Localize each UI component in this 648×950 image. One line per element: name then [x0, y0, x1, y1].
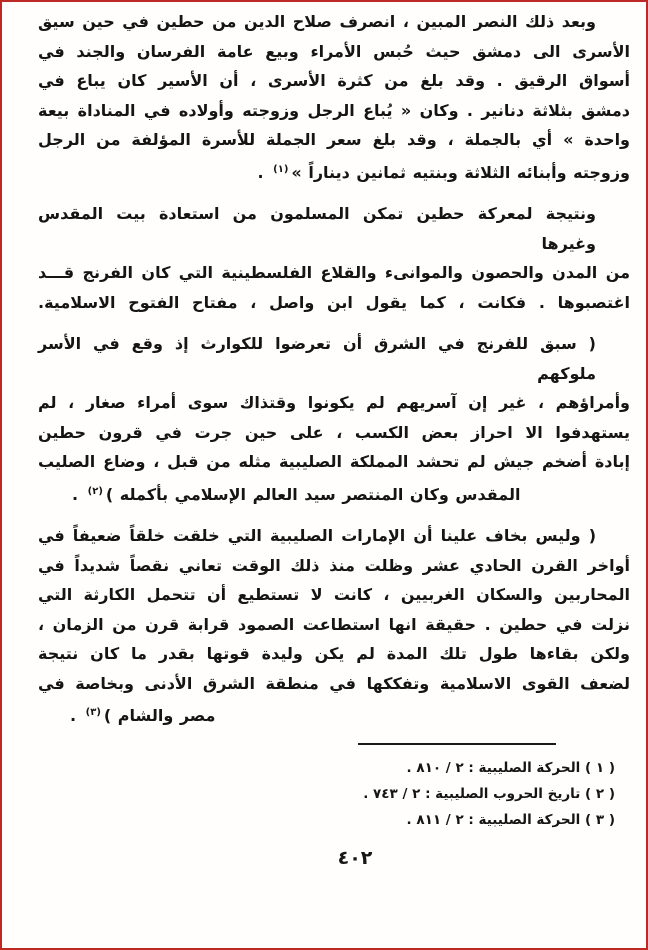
text-line: دمشق بثلاثة دنانير . وكان « يُباع الرجل وزوجته وأولاده في المناداة بيعة: [38, 100, 630, 120]
text-line: [38, 155, 630, 188]
line-tail: .: [70, 706, 83, 725]
paragraph-4: [38, 521, 630, 731]
line-text: وزوجته وأبنائه الثلاثة وبنتيه ثمانين ديناراً »: [291, 162, 630, 182]
text-line: [38, 698, 630, 731]
line-text: المقدس وكان المنتصر سيد العالم الإسلامي بأكمله ): [105, 484, 521, 504]
page-body: [2, 2, 646, 869]
line-tail: .: [257, 162, 271, 182]
footnote-label: ( ١ ): [585, 759, 615, 776]
text-line: وبعد ذلك النصر المبين ، انصرف صلاح الدين من حطين في حين سيق: [38, 12, 596, 31]
text-line: المحاربين والسكان الغربيين ، كانت لا تستطيع أن تتحمل الكارثة التي: [38, 585, 630, 604]
footnote-text: الحركة الصليبية : ٢ / ٨١١ .: [406, 811, 581, 828]
text-line: وأمراؤهم ، غير إن آسريهم لم يكونوا وقتذاك سوى أمراء صغار ، لم: [38, 393, 630, 412]
text-line: أواخر القرن الحادي عشر وظلت منذ ذلك الوقت تعاني نقصاً شديداً في: [38, 555, 630, 575]
footnotes-block: [38, 755, 615, 833]
footnote-ref-1: (١): [273, 163, 289, 175]
footnote-label: ( ٣ ): [585, 811, 615, 828]
text-line: من المدن والحصون والموانىء والقلاع الفلسطينية التي كان الفرنج قـــد: [38, 263, 630, 282]
footnote-text: الحركة الصليبية : ٢ / ٨١٠ .: [406, 759, 581, 776]
footnote-label: ( ٢ ): [585, 785, 615, 802]
text-line: نزلت في حطين . حقيقة انها استطاعت الصمود قرابة قرن من الزمان ،: [38, 614, 630, 634]
footnote-ref-2: (٢): [87, 485, 103, 497]
text-line: يستهدفوا الا احراز بعض الكسب ، على حين جرت في قرون حطين: [38, 422, 630, 442]
text-line: ولكن بقاءها طول تلك المدة لم يكن وليدة قوتها بقدر ما كان نتيجة: [38, 644, 630, 663]
footnote-3: [38, 807, 615, 833]
footnote-2: [38, 781, 615, 807]
footnote-ref-3: (٣): [85, 707, 101, 718]
text-line: الأسرى الى دمشق حيث حُبس الأمراء وبيع عامة الفرسان والجند في: [38, 41, 630, 61]
text-line: ( وليس بخاف علينا أن الإمارات الصليبية التي خلقت خلقاً ضعيفاً في: [38, 526, 596, 545]
line-text: مصر والشام ): [103, 706, 216, 725]
text-line: ونتيجة لمعركة حطين تمكن المسلمون من استعادة بيت المقدس وغيرها: [38, 204, 596, 253]
paragraph-1: [38, 7, 630, 187]
text-line: إبادة أضخم جيش لم تحشد المملكة الصليبية مثله من قبل ، وضاع الصليب: [38, 452, 630, 471]
paragraph-2: [38, 199, 630, 317]
text-line: ( سبق للفرنج في الشرق أن تعرضوا للكوارث إذ وقع في الأسر ملوكهم: [38, 334, 596, 383]
footnote-text: تاريخ الحروب الصليبية : ٢ / ٧٤٣ .: [363, 785, 581, 802]
line-tail: .: [72, 484, 85, 504]
text-line: واحدة » أي بالجملة ، وقد بلغ سعر الجملة للأسرة المؤلفة من الرجل: [38, 130, 630, 149]
text-line: اغتصبوها . فكانت ، كما يقول ابن واصل ، مفتاح الفتوح الاسلامية.: [38, 292, 630, 312]
text-line: [38, 477, 630, 510]
paragraph-3: [38, 329, 630, 509]
text-line: أسواق الرقيق . وقد بلغ من كثرة الأسرى ، أن الأسير كان يباع في: [38, 71, 630, 90]
footnote-separator-rule: [358, 743, 556, 745]
footnote-1: [38, 755, 615, 781]
page-number: ٤٠٢: [337, 846, 373, 869]
text-line: لضعف القوى الاسلامية وتفككها في منطقة الشرق الأدنى وبخاصة في: [38, 673, 630, 693]
